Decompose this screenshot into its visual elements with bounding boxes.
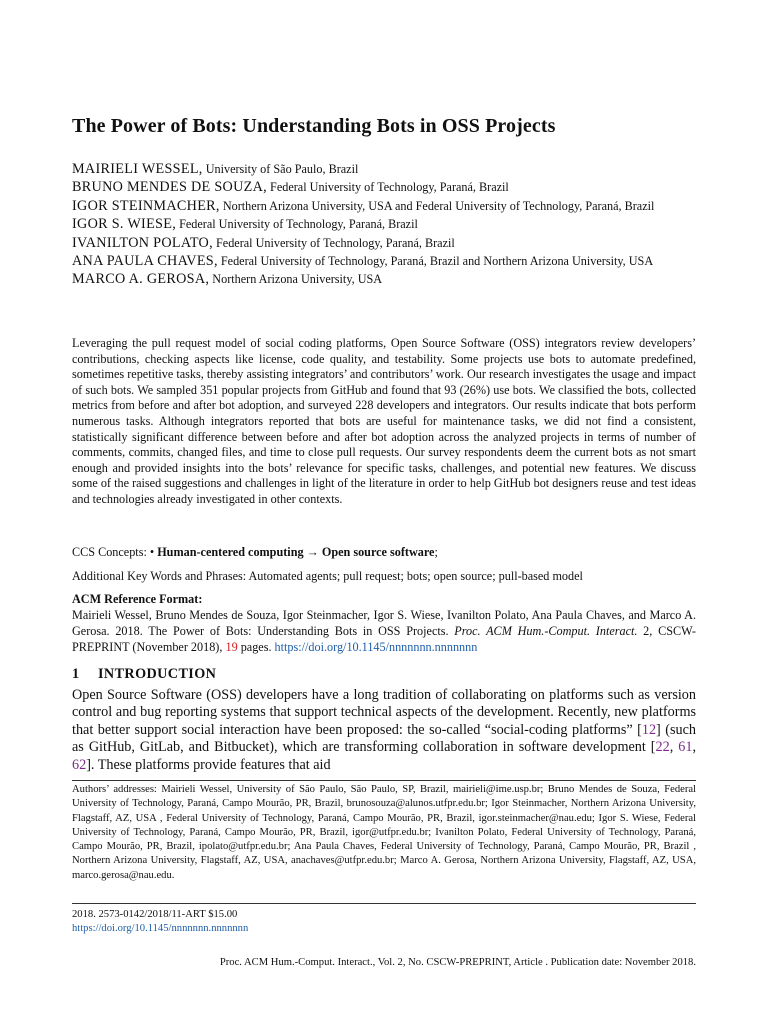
author-affiliation: University of São Paulo, Brazil	[205, 162, 359, 176]
acm-reference	[72, 607, 696, 655]
section-number: 1	[72, 666, 80, 682]
acm-reference-journal: Proc. ACM Hum.-Comput. Interact.	[454, 624, 638, 638]
author-name: MAIRIELI WESSEL,	[72, 161, 203, 177]
author-affiliation: Federal University of Technology, Paraná, Brazil	[270, 180, 509, 195]
ccs-suffix: ;	[434, 545, 438, 559]
author-entry	[72, 197, 696, 215]
paper-title: The Power of Bots: Understanding Bots in OSS Projects	[72, 115, 556, 137]
author-name: IGOR S. WIESE,	[72, 216, 177, 233]
author-name: MARCO A. GEROSA,	[72, 271, 210, 288]
page-footer-details: , Vol. 2, No. CSCW-PREPRINT, Article . Publication date: November 2018.	[372, 957, 696, 968]
author-entry	[72, 178, 696, 196]
acm-reference-page-count[interactable]: 19	[225, 640, 238, 654]
copyright-divider	[72, 903, 696, 904]
acm-reference-pages-word: pages.	[237, 640, 275, 654]
acm-reference-authors: Mairieli Wessel, Bruno Mendes de Souza, Igor Steinmacher, Igor S. Wiese, Ivanilton Polato, Ana Paula Chaves, and Marco A. Gerosa. 2018. The Power of Bots: Understanding Bots in OSS Projects.	[72, 608, 696, 638]
section-heading	[72, 666, 216, 683]
doi-link[interactable]: https://doi.org/10.1145/nnnnnnn.nnnnnnn	[72, 923, 249, 934]
author-affiliation: Federal University of Technology, Paraná, Brazil	[179, 217, 418, 232]
page-footer	[220, 957, 696, 968]
intro-paragraph	[72, 687, 696, 774]
citation-link[interactable]: 22	[655, 739, 670, 756]
keywords: Additional Key Words and Phrases: Automated agents; pull request; bots; open source; pull-based model	[72, 569, 583, 583]
citation-link[interactable]: 12	[641, 721, 657, 738]
intro-text-3: ]. These platforms provide features that aid	[86, 756, 331, 773]
copyright-line: 2018. 2573-0142/2018/11-ART $15.00	[72, 909, 238, 920]
author-entry	[72, 270, 696, 288]
author-entry	[72, 234, 696, 252]
ccs-arrow: →	[303, 545, 322, 559]
intro-text-1: Open Source Software (OSS) developers have a long tradition of collaborating on platforms such as version control and bug reporting systems that support technical aspects of the development. Recently, new platforms that better support social interaction have been proposed: the so-called “social-coding platforms” [	[72, 687, 696, 738]
ccs-concepts	[72, 545, 696, 560]
page-footer-journal: Proc. ACM Hum.-Comput. Interact.	[219, 957, 373, 968]
ccs-term-1: Human-centered computing	[157, 545, 304, 559]
copyright-block	[72, 908, 248, 936]
acm-reference-doi-link[interactable]: https://doi.org/10.1145/nnnnnnn.nnnnnnn	[274, 640, 478, 654]
footnote-divider	[72, 780, 696, 781]
author-entry	[72, 215, 696, 233]
section-title: INTRODUCTION	[98, 666, 217, 682]
author-affiliation: Federal University of Technology, Paraná, Brazil	[216, 235, 455, 250]
acm-reference-volume: 2, CSCW-PREPRINT (November 2018),	[72, 624, 696, 654]
author-affiliation: Northern Arizona University, USA	[212, 272, 383, 287]
citation-link[interactable]: 61	[678, 739, 693, 756]
citation-separator: ,	[692, 739, 697, 756]
author-entry	[72, 252, 696, 270]
author-entry	[72, 160, 696, 178]
author-list	[72, 160, 696, 289]
intro-text-2: ] (such as GitHub, GitLab, and Bitbucket), which are transforming collaboration in software development [	[72, 721, 696, 756]
acm-reference-heading: ACM Reference Format:	[72, 592, 203, 606]
author-name: ANA PAULA CHAVES,	[72, 253, 218, 270]
author-name: IGOR STEINMACHER,	[72, 197, 220, 214]
citation-link[interactable]: 62	[72, 756, 87, 773]
author-affiliation: Northern Arizona University, USA and Federal University of Technology, Paraná, Brazil	[222, 198, 655, 213]
ccs-prefix: CCS Concepts: •	[72, 545, 158, 559]
author-affiliation: Federal University of Technology, Paraná, Brazil and Northern Arizona University, USA	[220, 254, 654, 269]
author-name: BRUNO MENDES DE SOUZA,	[72, 179, 267, 196]
author-name: IVANILTON POLATO,	[72, 234, 213, 251]
citation-separator: ,	[669, 739, 679, 756]
authors-addresses-footnote: Authors’ addresses: Mairieli Wessel, University of São Paulo, São Paulo, SP, Brazil, mairieli@ime.usp.br; Bruno Mendes de Souza, Federal University of Technology, Paraná, Campo Mourão, PR, Brazil, brunosouza@alunos.utfpr.edu.br; Igor Steinmacher, Northern Arizona University, Flagstaff, AZ, USA , Federal University of Technology, Paraná, Campo Mourão, PR, Brazil, igor.steinmacher@nau.edu; Igor S. Wiese, Federal University of Technology, Paraná, Campo Mourão, PR, Brazil, igor@utfpr.edu.br; Ivanilton Polato, Federal University of Technology, Paraná, Campo Mourão, PR, Brazil, ipolato@utfpr.edu.br; Ana Paula Chaves, Federal University of Technology, Paraná, Campo Mourão, PR, Brazil , Northern Arizona University, Flagstaff, AZ, USA, anachaves@utfpr.edu.br; Marco A. Gerosa, Northern Arizona University, Flagstaff, AZ, USA, marco.gerosa@nau.edu.	[72, 784, 696, 881]
ccs-term-2: Open source software	[321, 545, 435, 559]
abstract: Leveraging the pull request model of social coding platforms, Open Source Software (OSS) integrators review developers’ contributions, checking aspects like license, code quality, and testability. Some projects use bots to automate predefined, sometimes repetitive tasks, thereby assisting integrators’ and contributors’ work. Our research investigates the usage and impact of such bots. We sampled 351 popular projects from GitHub and found that 93 (26%) use bots. We classified the bots, collected metrics from before and after bot adoption, and surveyed 228 developers and integrators. Our results indicate that bots perform numerous tasks. Although integrators reported that bots are useful for maintenance tasks, we did not find a consistent, statistically significant difference between before and after bot adoption across the analyzed projects in terms of number of comments, commits, changed files, and time to close pull requests. Our survey respondents deem the current bots as not smart enough and provided insights into the bots’ relevance for specific tasks, challenges, and potential new features. We discuss some of the raised suggestions and challenges in light of the literature in order to help GitHub bot designers reuse and test ideas and technologies already investigated in other contexts.	[72, 336, 696, 506]
